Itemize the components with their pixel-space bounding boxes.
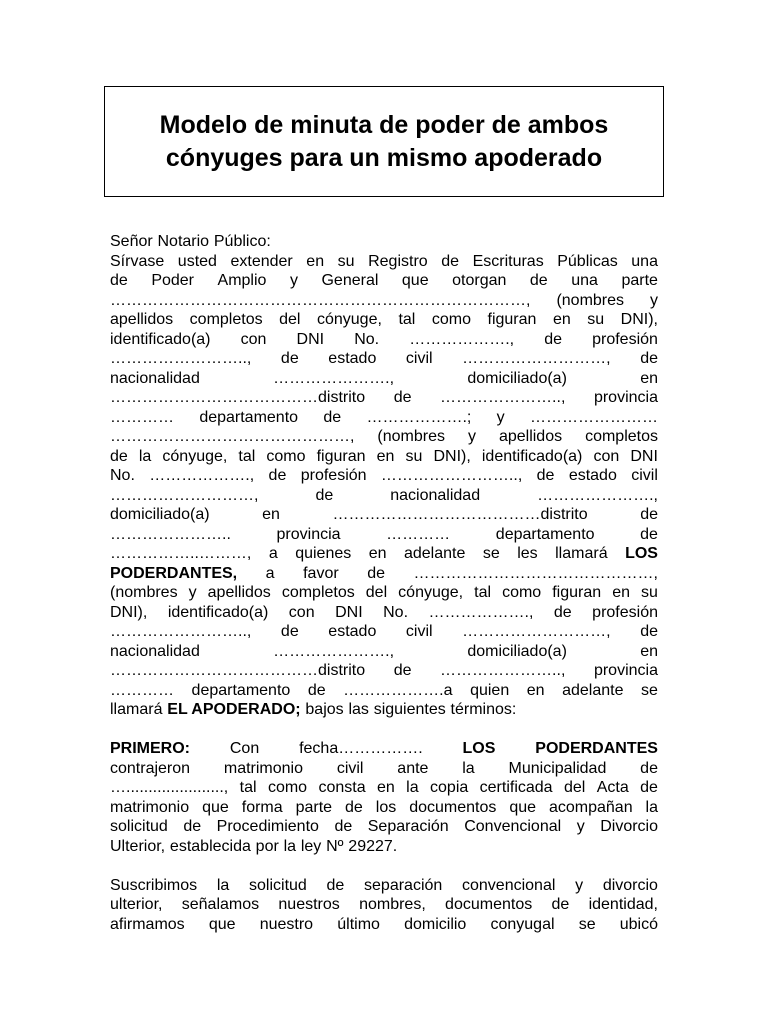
text-word: los bbox=[375, 798, 397, 816]
text-word: establecida bbox=[169, 837, 251, 855]
text-word: apellidos bbox=[207, 584, 271, 601]
text-word: (nombres bbox=[556, 291, 625, 309]
text-word: Sírvase bbox=[110, 252, 165, 270]
text-line bbox=[110, 427, 658, 447]
text-word: copia bbox=[430, 779, 469, 796]
text-word: como bbox=[431, 311, 471, 328]
text-line bbox=[110, 759, 658, 779]
text-word: ………… bbox=[110, 681, 174, 699]
paragraph-intro bbox=[110, 232, 658, 720]
text-word: su bbox=[587, 311, 605, 328]
text-word: …………………….., bbox=[110, 623, 252, 640]
text-line bbox=[110, 271, 658, 291]
text-line bbox=[110, 798, 658, 818]
text-word: solicitud bbox=[249, 876, 307, 894]
text-line bbox=[110, 486, 658, 506]
text-word: en bbox=[640, 642, 658, 660]
text-word: adelante bbox=[562, 681, 624, 699]
text-word: ………………….. bbox=[110, 525, 231, 543]
text-word: de bbox=[334, 818, 353, 835]
text-word: su bbox=[641, 584, 658, 601]
text-word: Suscribimos bbox=[110, 876, 198, 894]
text-word: profesión bbox=[592, 330, 658, 348]
text-word: las bbox=[348, 701, 369, 718]
text-line bbox=[110, 564, 658, 584]
text-line bbox=[110, 583, 658, 603]
text-word: Poder bbox=[151, 272, 195, 289]
text-word: la bbox=[283, 837, 297, 855]
text-word: en bbox=[376, 447, 395, 465]
text-word: de bbox=[529, 272, 548, 289]
text-word: del bbox=[365, 584, 388, 601]
text-word: documentos bbox=[409, 798, 497, 816]
text-word: nacionalidad bbox=[390, 486, 481, 504]
text-word: ……………………………………………………………………, bbox=[110, 291, 531, 309]
text-line bbox=[110, 330, 658, 350]
text-word: nuestro bbox=[259, 915, 314, 933]
text-word: DNI), bbox=[110, 603, 148, 621]
text-word: Separación bbox=[367, 818, 449, 835]
text-word: términos: bbox=[450, 701, 517, 718]
text-word: una bbox=[571, 272, 598, 289]
text-word: con bbox=[240, 330, 267, 348]
text-word: ley bbox=[300, 837, 322, 855]
text-word: la bbox=[138, 447, 152, 465]
text-word: ………………., bbox=[428, 603, 534, 621]
text-word: con bbox=[288, 603, 315, 621]
document-body bbox=[110, 232, 658, 934]
text-word: identidad, bbox=[588, 896, 658, 913]
text-word: se bbox=[641, 681, 658, 699]
text-word: solicitud bbox=[110, 818, 168, 835]
text-word: departamento bbox=[495, 525, 595, 543]
text-word: de bbox=[536, 467, 555, 484]
text-word: provincia bbox=[276, 525, 341, 543]
text-word: LOS bbox=[625, 545, 658, 562]
text-word: certificada bbox=[479, 779, 553, 796]
text-word: …………………………………distrito bbox=[110, 662, 366, 679]
text-line bbox=[110, 915, 658, 935]
text-word: de bbox=[640, 779, 658, 796]
text-word: que bbox=[208, 915, 236, 933]
text-word: usted bbox=[177, 252, 217, 270]
text-word: y bbox=[650, 291, 658, 309]
text-word: ………… bbox=[110, 408, 174, 426]
text-word: PODERDANTES bbox=[535, 740, 658, 757]
title-line-2: cónyuges para un mismo apoderado bbox=[165, 143, 603, 172]
text-line bbox=[110, 778, 658, 798]
text-word: …………………., bbox=[273, 642, 395, 660]
text-word: de bbox=[441, 252, 460, 270]
text-word: ……………..………, bbox=[110, 545, 252, 562]
text-word: figuran bbox=[316, 447, 366, 465]
text-word: identificado(a) bbox=[481, 447, 583, 465]
text-word: ………………………, bbox=[462, 350, 611, 367]
text-word: tal bbox=[238, 447, 256, 465]
text-word: en bbox=[262, 506, 280, 523]
text-word: con bbox=[593, 447, 620, 465]
text-word: de bbox=[280, 623, 299, 640]
text-word: tal bbox=[239, 779, 257, 796]
text-word: ………………………, bbox=[462, 623, 611, 640]
text-word: siguientes bbox=[373, 701, 446, 718]
text-word: profesión bbox=[300, 467, 367, 484]
text-word: llamará bbox=[110, 701, 163, 718]
text-word: en bbox=[376, 779, 395, 796]
text-line bbox=[110, 505, 658, 525]
text-word: domiciliado(a) bbox=[467, 369, 567, 387]
text-word: y bbox=[289, 272, 298, 289]
text-line bbox=[110, 739, 658, 759]
text-line bbox=[110, 291, 658, 311]
text-word: cónyuge, bbox=[398, 584, 464, 601]
text-word: Públicas bbox=[557, 252, 618, 270]
text-word: de bbox=[553, 603, 572, 621]
text-word: que bbox=[401, 272, 429, 289]
text-word: convencional bbox=[462, 876, 556, 894]
text-word: Señor bbox=[110, 233, 153, 250]
text-word: provincia bbox=[593, 389, 658, 406]
text-word: les bbox=[517, 545, 538, 562]
paragraph-suscribimos bbox=[110, 876, 658, 935]
text-word: …………………., bbox=[537, 486, 658, 504]
text-word: Escrituras bbox=[472, 252, 544, 270]
text-word: domiciliado(a) bbox=[110, 506, 210, 523]
text-line bbox=[110, 544, 658, 564]
text-word: Público: bbox=[213, 233, 271, 250]
text-word: …………………… bbox=[529, 408, 658, 426]
text-word: domicilio bbox=[404, 915, 467, 933]
text-word: PRIMERO: bbox=[110, 740, 190, 757]
text-word: …………………., bbox=[273, 369, 395, 387]
text-line bbox=[110, 876, 658, 896]
text-word: conyugal bbox=[490, 915, 555, 933]
text-word: como bbox=[502, 584, 542, 601]
text-word: divorcio bbox=[602, 876, 658, 894]
text-word: de bbox=[268, 467, 287, 484]
text-word: de bbox=[367, 564, 385, 582]
text-word: figuran bbox=[552, 584, 602, 601]
text-word: por bbox=[255, 837, 279, 855]
text-word: (nombres bbox=[377, 428, 445, 445]
text-word: quienes bbox=[295, 545, 352, 562]
text-word: de bbox=[183, 818, 202, 835]
text-line bbox=[110, 661, 658, 681]
text-word: departamento bbox=[199, 408, 299, 426]
text-word: extender bbox=[230, 252, 293, 270]
text-word: bajos bbox=[305, 701, 344, 718]
text-word: Acta bbox=[596, 779, 629, 796]
text-word: …………………………………distrito bbox=[332, 506, 588, 523]
text-word: a bbox=[268, 545, 278, 562]
text-word: de bbox=[640, 759, 658, 777]
text-word: la bbox=[645, 798, 658, 816]
text-word: en bbox=[526, 681, 545, 699]
text-word: completos bbox=[585, 428, 658, 445]
text-word: ……………….a bbox=[343, 681, 453, 699]
text-word: No. bbox=[354, 330, 380, 348]
text-line bbox=[110, 895, 658, 915]
text-word: separación bbox=[364, 876, 443, 894]
text-word: nacionalidad bbox=[110, 369, 200, 387]
text-word: de bbox=[393, 389, 412, 406]
text-word: afirmamos bbox=[110, 915, 185, 933]
text-word: otorgan bbox=[452, 272, 507, 289]
text-word: de bbox=[640, 350, 658, 367]
text-word: de bbox=[640, 506, 658, 523]
text-word: No. bbox=[383, 603, 409, 621]
text-word: ………………………………………, bbox=[110, 428, 355, 445]
text-word: a bbox=[265, 564, 275, 582]
text-word: Notario bbox=[157, 233, 210, 250]
text-word: en bbox=[306, 252, 325, 270]
text-word: Registro bbox=[368, 252, 428, 270]
text-word: ubicó bbox=[619, 915, 658, 933]
text-word: de bbox=[307, 681, 326, 699]
text-word: que bbox=[202, 798, 229, 816]
text-word: favor bbox=[303, 564, 339, 582]
text-word: consta bbox=[318, 779, 366, 796]
text-word: …………………………………distrito bbox=[110, 389, 366, 406]
text-word: acompañan bbox=[548, 798, 633, 816]
text-word: se bbox=[482, 545, 500, 562]
text-line bbox=[110, 349, 658, 369]
text-word: civil bbox=[405, 350, 433, 367]
text-word: que bbox=[509, 798, 537, 816]
text-word: ………………………………………, bbox=[413, 564, 658, 582]
text-word: de bbox=[345, 798, 363, 816]
text-word: se bbox=[578, 915, 596, 933]
text-word: apellidos bbox=[110, 311, 174, 328]
text-word: y bbox=[496, 408, 505, 426]
text-word: de bbox=[544, 330, 562, 348]
text-word: adelante bbox=[403, 545, 466, 562]
text-word: la bbox=[406, 779, 419, 796]
text-word: de bbox=[640, 623, 658, 640]
text-line bbox=[110, 642, 658, 662]
text-word: tal bbox=[398, 311, 416, 328]
text-line bbox=[110, 525, 658, 545]
text-word: su bbox=[337, 252, 355, 270]
title-box bbox=[104, 86, 664, 197]
text-word: de bbox=[280, 350, 299, 367]
text-word: provincia bbox=[593, 662, 658, 679]
text-line bbox=[110, 466, 658, 486]
text-word: General bbox=[321, 272, 379, 289]
text-word: (nombres bbox=[110, 584, 178, 601]
text-word: ……………….; bbox=[366, 408, 472, 426]
text-word: Divorcio bbox=[600, 818, 658, 835]
text-line bbox=[110, 388, 658, 408]
text-word: nacionalidad bbox=[110, 642, 200, 660]
text-word: civil bbox=[631, 467, 658, 484]
text-word: cónyuge, bbox=[162, 447, 228, 465]
text-word: Procedimiento bbox=[216, 818, 319, 835]
text-word: una bbox=[631, 252, 658, 270]
text-word: cónyuge, bbox=[316, 311, 382, 328]
text-word: DNI bbox=[335, 603, 363, 621]
text-word: de bbox=[326, 876, 345, 894]
text-word: Ulterior, bbox=[110, 837, 166, 855]
text-word: Amplio bbox=[217, 272, 267, 289]
text-word: de bbox=[323, 408, 342, 426]
text-word: DNI bbox=[296, 330, 325, 348]
text-word: civil bbox=[405, 623, 433, 640]
text-word: quien bbox=[470, 681, 510, 699]
text-word: ………………., bbox=[149, 467, 255, 484]
text-word: y bbox=[576, 818, 585, 835]
text-word: ………………., bbox=[409, 330, 515, 348]
text-word: como bbox=[266, 447, 306, 465]
text-word: estado bbox=[328, 623, 377, 640]
text-word: del bbox=[279, 311, 301, 328]
text-word: ………………….., bbox=[440, 389, 566, 406]
text-word: último bbox=[337, 915, 380, 933]
text-word: de bbox=[110, 272, 128, 289]
text-word: ………………….., bbox=[440, 662, 566, 679]
text-word: DNI), bbox=[433, 447, 471, 465]
text-line bbox=[110, 817, 658, 837]
text-word: ante bbox=[397, 759, 429, 777]
text-line bbox=[110, 681, 658, 701]
text-word: …………………….., bbox=[110, 350, 252, 367]
text-word: llamará bbox=[555, 545, 608, 562]
text-word: identificado(a) bbox=[110, 330, 211, 348]
text-word: parte bbox=[295, 798, 333, 816]
text-word: y bbox=[188, 584, 197, 601]
text-line bbox=[110, 603, 658, 623]
text-word: fecha……………. bbox=[299, 740, 423, 757]
text-word: departamento bbox=[191, 681, 291, 699]
text-word: estado bbox=[328, 350, 377, 367]
text-word: nombres, bbox=[359, 896, 426, 913]
text-word: Convencional bbox=[464, 818, 562, 835]
text-word: apellidos bbox=[498, 428, 563, 445]
text-word: en bbox=[368, 545, 387, 562]
text-line bbox=[110, 232, 658, 252]
text-word: nuestros bbox=[278, 896, 340, 913]
text-line bbox=[110, 700, 658, 720]
text-word: documentos bbox=[445, 896, 533, 913]
text-word: de bbox=[393, 662, 412, 679]
text-word: de bbox=[315, 486, 334, 504]
text-word: 29227. bbox=[348, 837, 398, 855]
text-word: LOS bbox=[462, 740, 496, 757]
text-word: ulterior, bbox=[110, 896, 163, 913]
text-line bbox=[110, 837, 658, 857]
text-line bbox=[110, 622, 658, 642]
text-word: la bbox=[216, 876, 230, 894]
text-word: de bbox=[110, 447, 128, 465]
text-line bbox=[110, 447, 658, 467]
text-line bbox=[110, 369, 658, 389]
text-word: forma bbox=[241, 798, 283, 816]
text-word: matrimonio bbox=[110, 798, 190, 816]
text-word: matrimonio bbox=[223, 759, 303, 777]
text-word: ………… bbox=[386, 525, 451, 543]
text-word: DNI), bbox=[620, 311, 658, 328]
text-word: EL APODERADO; bbox=[167, 701, 301, 718]
text-word: Nº bbox=[326, 837, 344, 855]
text-word: PODERDANTES, bbox=[110, 564, 238, 582]
text-line bbox=[110, 310, 658, 330]
text-line bbox=[110, 252, 658, 272]
text-word: ………………………, bbox=[110, 486, 259, 504]
text-word: señalamos bbox=[181, 896, 260, 913]
text-word: en bbox=[552, 311, 571, 328]
text-word: tal bbox=[474, 584, 492, 601]
text-word: completos bbox=[281, 584, 355, 601]
text-word: en bbox=[612, 584, 630, 601]
text-word: …......................, bbox=[110, 779, 229, 796]
text-word: en bbox=[640, 369, 658, 387]
text-word: figuran bbox=[487, 311, 537, 328]
text-word: Con bbox=[229, 740, 260, 757]
text-word: DNI bbox=[630, 447, 658, 465]
text-word: completos bbox=[189, 311, 263, 328]
text-word: identificado(a) bbox=[167, 603, 269, 621]
text-word: Municipalidad bbox=[508, 759, 607, 777]
text-line bbox=[110, 408, 658, 428]
text-word: del bbox=[563, 779, 586, 796]
text-word: estado bbox=[568, 467, 617, 484]
text-word: civil bbox=[336, 759, 364, 777]
text-word: su bbox=[405, 447, 423, 465]
text-word: como bbox=[267, 779, 308, 796]
text-word: parte bbox=[621, 272, 658, 289]
text-word: y bbox=[575, 876, 584, 894]
text-word: de bbox=[640, 525, 658, 543]
text-word: la bbox=[462, 759, 475, 777]
text-word: …………………….., bbox=[380, 467, 523, 484]
text-word: de bbox=[551, 896, 570, 913]
text-word: domiciliado(a) bbox=[467, 642, 567, 660]
text-word: y bbox=[467, 428, 476, 445]
paragraph-primero bbox=[110, 739, 658, 856]
text-word: profesión bbox=[592, 603, 658, 621]
text-word: contrajeron bbox=[110, 759, 191, 777]
title-line-1: Modelo de minuta de poder de ambos bbox=[159, 110, 609, 139]
text-word: No. bbox=[110, 467, 135, 484]
